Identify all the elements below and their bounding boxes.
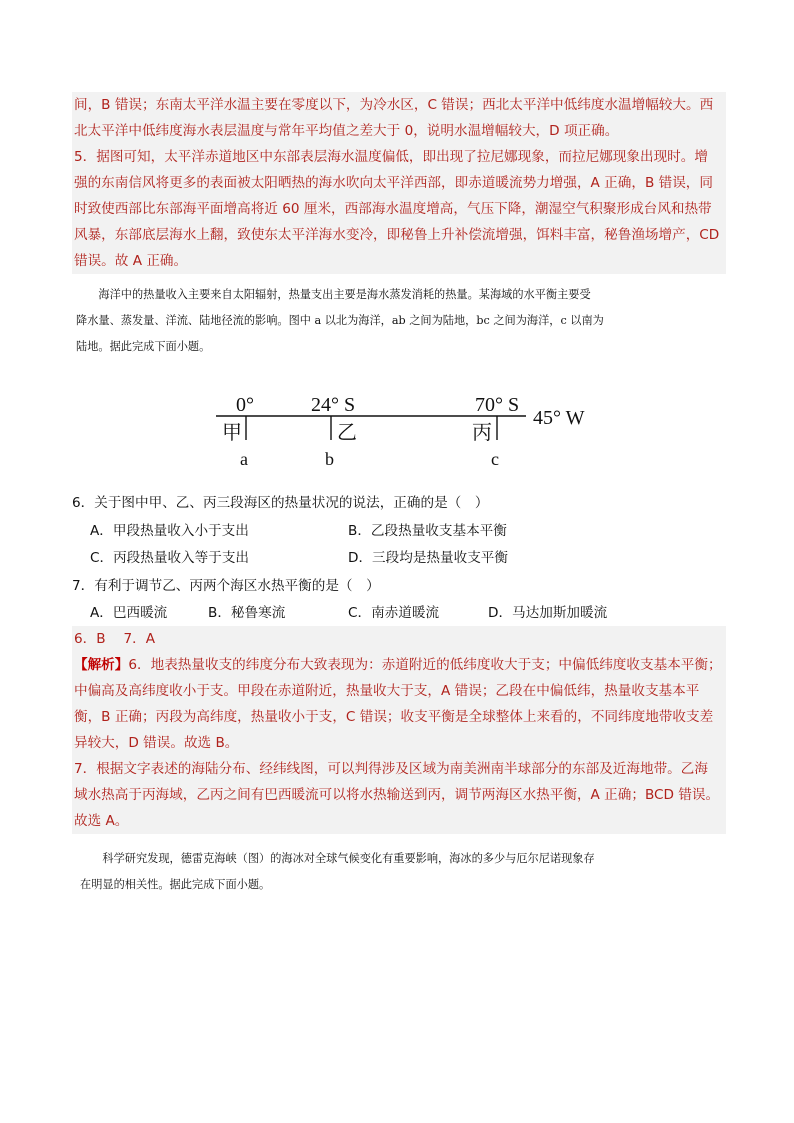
option-d: D．三段均是热量收支平衡 bbox=[348, 550, 508, 566]
text-span: 6．地表热量收支的纬度分布大致表现为：赤道附近的低纬度收大于支；中偏低纬度收支基本平衡； bbox=[128, 657, 722, 673]
option-c: C．丙段热量收入等于支出 bbox=[90, 550, 250, 566]
text-line: 时致使西部比东部海平面增高将近 60 厘米，西部海水温度增高，气压下降，潮湿空气积聚形成台风和热带 bbox=[74, 201, 712, 217]
text-line: 异较大，D 错误。故选 B。 bbox=[74, 735, 239, 751]
text-line: 7．根据文字表述的海陆分布、经纬线图，可以判得涉及区域为南美洲南半球部分的东部及近海地带。乙海 bbox=[74, 761, 708, 777]
text-line: 北太平洋中低纬度海水表层温度与常年平均值之差大于 0，说明水温增幅较大，D 项正确。 bbox=[74, 123, 619, 139]
material-passage-1 bbox=[76, 282, 730, 360]
text-line: 海洋中的热量收入主要来自太阳辐射，热量支出主要是海水蒸发消耗的热量。某海域的水平衡主要受 bbox=[98, 288, 591, 301]
label-lat-0: 0° bbox=[236, 394, 254, 416]
option-b: B．乙段热量收支基本平衡 bbox=[348, 522, 507, 539]
label-lat-24s: 24° S bbox=[311, 394, 356, 416]
text-line: 错误。故 A 正确。 bbox=[74, 253, 188, 269]
answer-explanation-top bbox=[72, 92, 726, 274]
options-row bbox=[72, 518, 726, 546]
text-line: 域水热高于丙海域，乙丙之间有巴西暖流可以将水热输送到丙，调节两海区水热平衡，A 正确；BCD 错误。 bbox=[74, 787, 720, 803]
label-segment-yi: 乙 bbox=[337, 422, 357, 444]
option-a: A．甲段热量收入小于支出 bbox=[90, 522, 249, 539]
text-line: 故选 A。 bbox=[74, 813, 129, 829]
answer-key: 6．B 7．A bbox=[74, 631, 156, 647]
question-stem: 6．关于图中甲、乙、丙三段海区的热量状况的说法，正确的是（ ） bbox=[72, 495, 489, 511]
meridian-figure bbox=[0, 384, 794, 474]
label-segment-jia: 甲 bbox=[222, 422, 242, 444]
options-row bbox=[72, 600, 726, 628]
text-line: 5．据图可知，太平洋赤道地区中东部表层海水温度偏低，即出现了拉尼娜现象，而拉尼娜现象出现时。增 bbox=[74, 149, 708, 165]
question-6 bbox=[72, 490, 726, 628]
label-meridian: 45° W bbox=[533, 407, 585, 429]
text-line: 陆地。据此完成下面小题。 bbox=[76, 340, 211, 353]
text-line: 科学研究发现，德雷克海峡（图）的海冰对全球气候变化有重要影响，海冰的多少与厄尔尼诺现象存 bbox=[102, 852, 595, 865]
option-c: C．南赤道暖流 bbox=[348, 605, 440, 621]
label-point-c: c bbox=[491, 449, 499, 469]
text-line: 风暴，东部底层海水上翻，致使东太平洋海水变冷，即秘鲁上升补偿流增强，饵料丰富，秘鲁渔场增产，CD bbox=[74, 227, 720, 243]
text-line bbox=[72, 652, 726, 678]
text-line: 在明显的相关性。据此完成下面小题。 bbox=[80, 878, 271, 891]
option-d: D．马达加斯加暖流 bbox=[488, 605, 608, 621]
label-point-b: b bbox=[325, 449, 334, 469]
label-lat-70s: 70° S bbox=[475, 394, 520, 416]
material-passage-2 bbox=[80, 846, 734, 898]
text-line: 衡，B 正确；丙段为高纬度，热量收小于支，C 错误；收支平衡是全球整体上来看的，不同纬度地带收支差 bbox=[74, 709, 714, 725]
option-b: B．秘鲁寒流 bbox=[208, 605, 286, 621]
text-line: 中偏高及高纬度收小于支。甲段在赤道附近，热量收大于支，A 错误；乙段在中偏低纬，热量收支基本平 bbox=[74, 683, 700, 699]
text-line: 强的东南信风将更多的表面被太阳晒热的海水吹向太平洋西部，即赤道暖流势力增强，A 正确，B 错误，同 bbox=[74, 175, 713, 191]
label-point-a: a bbox=[240, 449, 248, 469]
answer-explanation-bottom bbox=[72, 626, 726, 834]
label-segment-bing: 丙 bbox=[472, 422, 492, 444]
question-stem: 7．有利于调节乙、丙两个海区水热平衡的是（ ） bbox=[72, 577, 380, 594]
option-a: A．巴西暖流 bbox=[90, 605, 168, 621]
analysis-tag: 【解析】 bbox=[74, 657, 129, 673]
text-line: 间，B 错误；东南太平洋水温主要在零度以下，为冷水区，C 错误；西北太平洋中低纬度水温增幅较大。西 bbox=[74, 97, 714, 113]
options-row bbox=[72, 545, 726, 573]
text-line: 降水量、蒸发量、洋流、陆地径流的影响。图中 a 以北为海洋，ab 之间为陆地，bc 之间为海洋，c 以南为 bbox=[76, 314, 604, 327]
